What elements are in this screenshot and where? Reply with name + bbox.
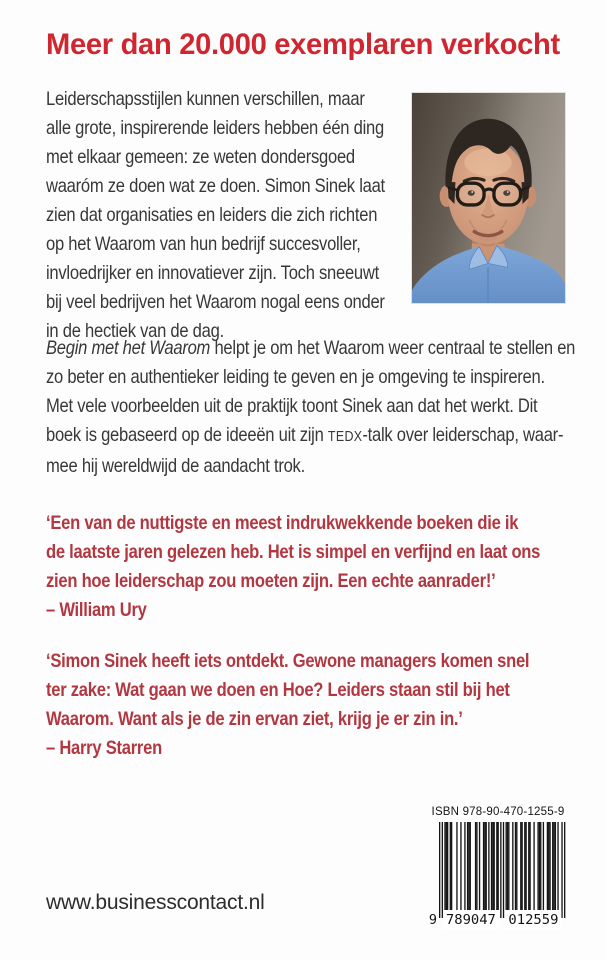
barcode-digits: 789047 xyxy=(445,912,496,928)
quote-harry-starren xyxy=(46,647,563,763)
text-line: zien hoe leiderschap zou moeten zijn. Een echte aanrader!’ xyxy=(46,570,496,592)
text-line: Begin met het Waarom helpt je om het Waarom weer centraal te stellen en xyxy=(46,337,576,359)
text-line: ‘Simon Sinek heeft iets ontdekt. Gewone managers komen snel xyxy=(46,650,530,672)
text-line: Met vele voorbeelden uit de praktijk toont Sinek aan dat het werkt. Dit xyxy=(46,395,538,417)
text-line: waaróm ze doen wat ze doen. Simon Sinek laat xyxy=(46,175,385,197)
text-line: ‘Een van de nuttigste en meest indrukwekkende boeken die ik xyxy=(46,512,519,534)
website-url: www.businesscontact.nl xyxy=(46,891,265,914)
intro-paragraph xyxy=(46,85,398,346)
quote-text xyxy=(46,647,563,734)
text-line: mee hij wereldwijd de aandacht trok. xyxy=(46,455,305,477)
text-line: zien dat organisaties en leiders die zich richten xyxy=(46,204,378,226)
isbn-label: ISBN 978-90-470-1255-9 xyxy=(431,806,565,818)
text-line: met elkaar gemeen: ze weten dondersgoed xyxy=(46,146,355,168)
quote-attribution: – Harry Starren xyxy=(46,737,162,759)
barcode-digits: 9 xyxy=(428,912,437,928)
text-line: ter zake: Wat gaan we doen en Hoe? Leiders staan stil bij het xyxy=(46,679,510,701)
isbn-block xyxy=(428,806,568,935)
text-line: invloedrijker en innovatiever zijn. Toch sneeuwt xyxy=(46,262,379,284)
quote-text xyxy=(46,509,563,596)
text-line: bij veel bedrijven het Waarom nogal eens onder xyxy=(46,291,385,313)
text-line: alle grote, inspirerende leiders hebben één ding xyxy=(46,117,384,139)
barcode-digits: 012559 xyxy=(508,912,559,928)
text-line: de laatste jaren gelezen heb. Het is simpel en verfijnd en laat ons xyxy=(46,541,541,563)
text-line: Leiderschapsstijlen kunnen verschillen, maar xyxy=(46,88,365,110)
text-line: boek is gebaseerd op de ideeën uit zijn TEDX-talk over leiderschap, waar- xyxy=(46,424,564,446)
text-line: zo beter en authentieker leiding te geven en je omgeving te inspireren. xyxy=(46,366,545,388)
text-line: op het Waarom van hun bedrijf succesvoller, xyxy=(46,233,361,255)
author-photo xyxy=(411,92,566,304)
author-portrait-illustration xyxy=(412,93,565,303)
quote-william-ury xyxy=(46,509,563,625)
synopsis-paragraph xyxy=(46,334,576,481)
quote-attribution: – William Ury xyxy=(46,599,147,621)
barcode xyxy=(428,820,568,935)
text-line: Waarom. Want als je de zin ervan ziet, krijg je er zin in.’ xyxy=(46,708,463,730)
text-line: in de hectiek van de dag. xyxy=(46,320,224,342)
headline: Meer dan 20.000 exemplaren verkocht xyxy=(46,28,560,61)
barcode-svg xyxy=(428,820,568,930)
